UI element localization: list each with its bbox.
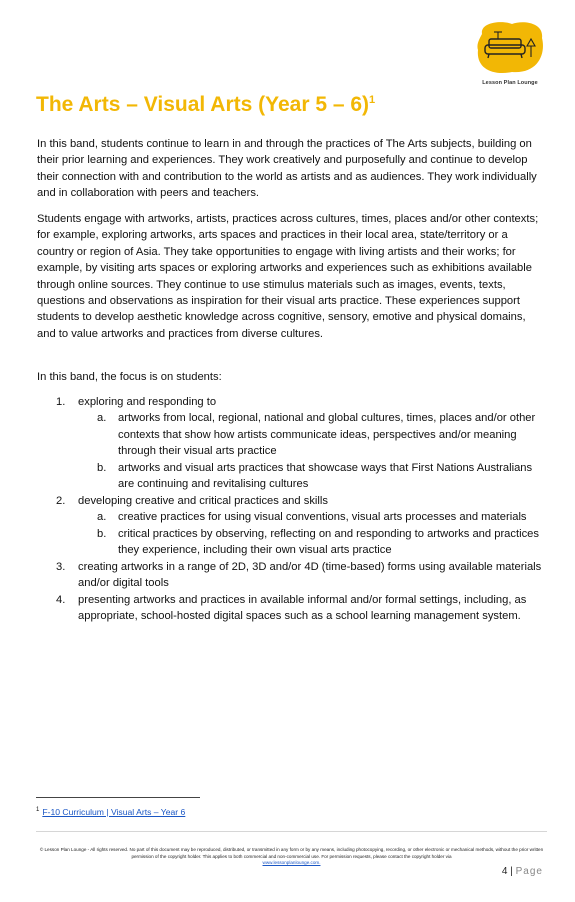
list-item <box>37 592 547 625</box>
title-footnote-ref[interactable]: 1 <box>369 94 376 106</box>
page-title-text: The Arts – Visual Arts (Year 5 – 6) <box>36 93 370 116</box>
copyright-notice <box>36 847 547 867</box>
engagement-paragraph: Students engage with artworks, artists, practices across cultures, times, places and/or other contexts; for example, exploring artworks, arts spaces and practices in their local area, state/territory or a country or region of Asia. They take opportunities to engage with living artists and their works; for example, by visiting arts spaces or exploring artworks and experiences such as exhibitions available through online sources. They continue to use stimulus materials such as images, events, texts, questions and observations as inspiration for their visual arts practice. These experiences support students to develop aesthetic knowledge across cognitive, sensory, emotive and physical domains, and to value artworks and practices from diverse cultures. <box>37 213 539 340</box>
list-item-text: creating artworks in a range of 2D, 3D and/or 4D (time-based) forms using available materials and/or digital tools <box>78 560 542 590</box>
sub-item-text: artworks and visual arts practices that showcase ways that First Nations Australians are continuing and revitalising cultures <box>118 461 533 491</box>
list-item <box>37 559 547 592</box>
sub-item-text: critical practices by observing, reflecting on and responding to artworks and practices they experience, including their own visual arts practice <box>118 527 539 556</box>
sub-item-letter: a. <box>97 511 107 524</box>
footnote-divider <box>36 797 200 798</box>
sub-item-text: creative practices for using visual conventions, visual arts processes and materials <box>118 511 527 524</box>
page-label: Page <box>515 866 543 877</box>
sub-list-item <box>78 460 547 493</box>
list-item-number: 3. <box>56 560 66 573</box>
lesson-plan-lounge-logo <box>472 20 548 92</box>
footnote <box>36 807 185 817</box>
list-item-number: 4. <box>56 593 66 606</box>
list-item-text: exploring and responding to <box>78 396 217 408</box>
list-item <box>37 493 547 559</box>
website-link[interactable]: www.lessonplanlounge.com. <box>262 860 321 866</box>
page-title <box>36 93 375 117</box>
sub-item-letter: a. <box>97 412 107 425</box>
page-number <box>502 866 543 877</box>
sub-item-letter: b. <box>97 461 107 474</box>
list-item <box>37 394 547 492</box>
footnote-link[interactable]: F-10 Curriculum | Visual Arts – Year 6 <box>42 807 186 817</box>
intro-paragraph: In this band, students continue to learn in and through the practices of The Arts subjects, building on their prior learning and experiences. They work creatively and purposefully and continue to develop their connection with and contribution to the world as artists and as audiences. They work individually and in collaboration with peers and teachers. <box>37 138 537 200</box>
sub-item-letter: b. <box>97 527 107 540</box>
page-number-value: 4 <box>501 866 508 877</box>
copyright-text: © Lesson Plan Lounge - All rights reserved. No part of this document may be reproduced, distributed, or transmitted in any form or by any means, including photocopying, recording, or other electronic or mechanical methods, without the prior written permission of the copyright holder. This applies to both commercial and non-commercial use. For permission requests, please contact the copyright holder via <box>39 847 544 859</box>
focus-list <box>37 394 547 625</box>
footnote-number: 1 <box>36 807 40 814</box>
sub-list <box>78 509 547 558</box>
list-item-number: 2. <box>56 494 66 507</box>
sofa-icon <box>472 20 548 80</box>
list-item-text: developing creative and critical practices and skills <box>78 494 328 507</box>
list-item-number: 1. <box>56 396 66 408</box>
list-item-text: presenting artworks and practices in available informal and/or formal settings, including, as appropriate, school-hosted digital spaces such as a school learning management system. <box>78 593 527 623</box>
logo-text: Lesson Plan Lounge <box>482 80 538 86</box>
footer-divider <box>36 831 547 832</box>
sub-list-item <box>78 509 547 525</box>
sub-list-item <box>78 410 547 459</box>
focus-intro: In this band, the focus is on students: <box>37 371 222 383</box>
sub-item-text: artworks from local, regional, national and global cultures, times, places and/or other contexts that show how artists communicate ideas, perspectives and/or meaning through their visual arts practice <box>118 412 536 458</box>
page-separator: | <box>510 866 513 877</box>
sub-list-item <box>78 526 547 559</box>
sub-list <box>78 410 547 492</box>
